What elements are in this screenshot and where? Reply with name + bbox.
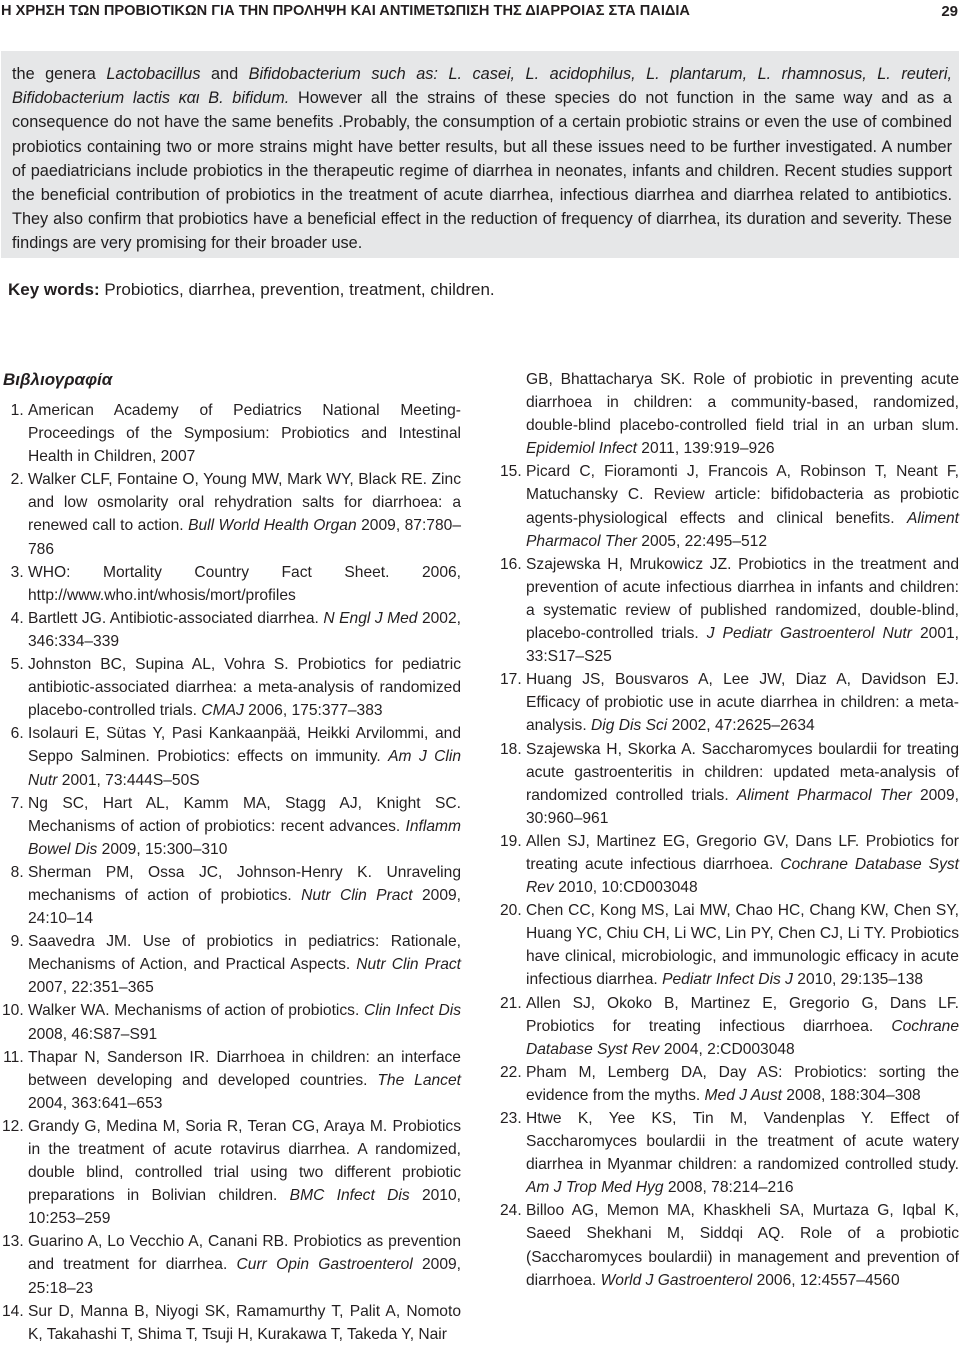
reference-text: Grandy G, Medina M, Soria R, Teran CG, Araya M. Probiotics in the treatment of acute rotavirus diarrhea. A randomized, double blind, controlled trial using two different probiotic preparations in Bolivian children.	[28, 1117, 461, 1205]
reference-details: 2008, 78:214–216	[663, 1179, 794, 1197]
reference-item	[498, 668, 959, 737]
reference-details: 2009, 25:18–23	[28, 1256, 462, 1297]
reference-journal: Aliment Pharmacol Ther	[736, 786, 912, 804]
reference-item	[0, 1300, 461, 1346]
reference-text: Walker CLF, Fontaine O, Young MW, Mark WY, Black RE. Zinc and low osmolarity oral rehydration salts for diarrhoea: a renewed call to action.	[28, 471, 461, 535]
reference-journal: Bull World Health Organ	[188, 517, 357, 535]
reference-journal: Med J Aust	[704, 1086, 782, 1104]
reference-item	[498, 1199, 959, 1291]
reference-journal: N Engl J Med	[323, 609, 418, 627]
reference-journal: The Lancet	[377, 1071, 461, 1089]
reference-details: 2008, 188:304–308	[781, 1086, 921, 1104]
reference-journal: Pediatr Infect Dis J	[662, 971, 793, 989]
reference-details: 2002, 346:334–339	[28, 609, 461, 650]
abstract-segment: However all the strains of these species do not function in the same way and as a consequence do not have the same benefits .Probably, the consumption of a certain probiotic strains or even the use of combined probiotics containing two or more strains might have better results, but all these issues need to be further investigated. A number of paediatricians include probiotics in the therapeutic regime of diarrhea in neonates, infants and children. Recent studies support the beneficial contribution of probiotics in the treatment of acute diarrhea, infectious diarrhea and diarrhea related to antibiotics. They also confirm that probiotics have a beneficial effect in the reduction of frequency of diarrhea, its duration and severity. These findings are very promising for their broader use.	[12, 89, 952, 253]
reference-list-left	[0, 399, 461, 1346]
keywords	[8, 278, 948, 302]
reference-text: Allen SJ, Martinez EG, Gregorio GV, Dans LF. Probiotics for treating acute infectious diarrhoea.	[526, 832, 959, 873]
reference-item	[0, 561, 461, 607]
reference-continuation	[498, 368, 959, 460]
reference-text: Sur D, Manna B, Niyogi SK, Ramamurthy T, Palit A, Nomoto K, Takahashi T, Shima T, Tsuji H, Kurakawa T, Takeda Y, Nair	[28, 1302, 461, 1343]
reference-journal: Curr Opin Gastroenterol	[236, 1256, 413, 1274]
reference-text: Billoo AG, Memon MA, Khaskheli SA, Murtaza G, Iqbal K, Saeed Shekhani M, Siddqi AQ. Role of a probiotic (Saccharomyces boulardii) in management and prevention of diarrhoea.	[526, 1202, 959, 1289]
reference-item	[498, 738, 959, 830]
reference-details: 2006, 175:377–383	[243, 702, 383, 720]
reference-item	[0, 653, 461, 722]
reference-text: Guarino A, Lo Vecchio A, Canani RB. Probiotics as prevention and treatment for diarrhea.	[28, 1233, 461, 1274]
reference-journal: BMC Infect Dis	[289, 1187, 410, 1205]
reference-number: 15.	[499, 463, 526, 481]
reference-journal: Nutr Clin Pract	[356, 956, 461, 974]
keywords-text: Probiotics, diarrhea, prevention, treatment, children.	[99, 280, 495, 299]
abstract-species: Bifidobacterium such as: L. casei, L. acidophilus, L. plantarum, L. rhamnosus, L. reuteri, Bifidobacterium lactis και B. bifidum.	[12, 65, 952, 108]
reference-text: Thapar N, Sanderson IR. Diarrhoea in children: an interface between developing and developed countries.	[28, 1048, 461, 1089]
reference-number: 21.	[499, 994, 526, 1012]
reference-text: Huang JS, Bousvaros A, Lee JW, Diaz A, Davidson EJ. Efficacy of probiotic use in acute diarrhea in children: a meta-analysis.	[526, 671, 959, 735]
reference-item	[0, 861, 461, 930]
reference-number: 23.	[499, 1110, 526, 1127]
reference-text: Chen CC, Kong MS, Lai MW, Chao HC, Chang KW, Chen SY, Huang YC, Chiu CH, Li WC, Lin PY, Chen CJ, Li TY. Probiotics have clinical, microbiologic, and immunologic efficacy in acute infectious diarrhea.	[526, 902, 959, 989]
reference-journal: Aliment Pharmacol Ther	[526, 509, 959, 550]
reference-number: 18.	[499, 740, 526, 758]
reference-item	[0, 1046, 461, 1115]
reference-text: Isolauri E, Sütas Y, Pasi Kankaanpää, Heikki Arvilommi, and Seppo Salminen. Probiotics: effects on immunity.	[28, 725, 461, 766]
reference-text: Pham M, Lemberg DA, Day AS: Probiotics: sorting the evidence from the myths.	[526, 1063, 959, 1104]
reference-text: WHO: Mortality Country Fact Sheet. 2006, http://www.who.int/whosis/mort/profiles	[28, 563, 461, 604]
running-title: Η ΧΡΗΣΗ ΤΩΝ ΠΡΟΒΙΟΤΙΚΩΝ ΓΙΑ ΤΗΝ ΠΡΟΛΗΨΗ ΚΑΙ ΑΝΤΙΜΕΤΩΠΙΣΗ ΤΗΣ ΔΙΑΡΡΟΙΑΣ ΣΤΑ ΠΑΙΔΙΑ	[1, 3, 690, 19]
reference-number: 5.	[10, 656, 28, 674]
reference-details: 2001, 33:S17–S25	[526, 625, 959, 666]
reference-journal: Clin Infect Dis	[364, 1002, 461, 1020]
reference-number: 22.	[499, 1063, 526, 1081]
reference-details: 2002, 47:2625–2634	[667, 717, 815, 735]
reference-item	[0, 607, 461, 653]
reference-journal: Epidemiol Infect	[526, 440, 637, 458]
reference-text: Johnston BC, Supina AL, Vohra S. Probiotics for pediatric antibiotic-associated diarrhea: a meta-analysis of randomized placebo-controlled trials.	[28, 656, 461, 720]
reference-details: 2009, 87:780–786	[28, 517, 461, 558]
reference-number: 13.	[1, 1233, 28, 1251]
reference-number: 3.	[10, 563, 28, 581]
reference-text: Walker WA. Mechanisms of action of probiotics.	[28, 1002, 365, 1020]
reference-number: 6.	[10, 725, 28, 743]
reference-details: 2010, 10:253–259	[28, 1187, 461, 1228]
reference-number: 8.	[10, 863, 28, 881]
reference-item	[498, 1061, 959, 1107]
reference-number: 11.	[3, 1048, 28, 1066]
abstract-genus: Lactobacillus	[106, 65, 201, 83]
reference-text: Ng SC, Hart AL, Kamm MA, Stagg AJ, Knight SC. Mechanisms of action of probiotics: recent advances.	[28, 794, 461, 835]
reference-details: 2004, 2:CD003048	[659, 1040, 795, 1058]
reference-text: Szajewska H, Mrukowicz JZ. Probiotics in the treatment and prevention of acute infectious diarrhea in infants and children: a systematic review of published randomized, double-blind, placebo-controlled trials.	[526, 555, 959, 643]
reference-journal: Cochrane Database Syst Rev	[526, 1017, 959, 1058]
reference-details: 2004, 363:641–653	[28, 1094, 163, 1112]
reference-text: GB, Bhattacharya SK. Role of probiotic in preventing acute diarrhoea in children: a community-based, randomized, double-blind placebo-controlled field trial in an urban slum.	[526, 371, 959, 435]
reference-journal: Am J Trop Med Hyg	[526, 1179, 664, 1197]
reference-text: Szajewska H, Skorka A. Saccharomyces boulardii for treating acute gastroenteritis in children: updated meta-analysis of randomized controlled trials.	[526, 740, 959, 804]
reference-number: 1.	[10, 402, 28, 419]
reference-item	[0, 930, 461, 999]
reference-text: Allen SJ, Okoko B, Martinez E, Gregorio G, Dans LF. Probiotics for treating infectious diarrhoea.	[526, 994, 959, 1035]
abstract-text	[12, 62, 952, 256]
reference-item	[498, 1107, 959, 1199]
reference-item	[498, 830, 959, 899]
reference-details: 2011, 139:919–926	[636, 440, 775, 458]
reference-item	[498, 553, 959, 668]
reference-details: 2009, 15:300–310	[97, 840, 228, 858]
reference-details: 2008, 46:S87–S91	[28, 1025, 158, 1043]
reference-text: Sherman PM, Ossa JC, Johnson-Henry K. Unraveling mechanisms of action of probiotics.	[28, 863, 461, 904]
reference-journal: Am J Clin Nutr	[28, 748, 461, 789]
reference-details: 2010, 29:135–138	[792, 971, 924, 989]
reference-journal: Inflamm Bowel Dis	[28, 817, 461, 858]
reference-item	[0, 792, 461, 861]
reference-number: 14.	[1, 1302, 28, 1320]
reference-number: 17.	[499, 671, 526, 689]
reference-item	[0, 399, 461, 468]
reference-item	[498, 992, 959, 1061]
reference-item	[0, 468, 461, 560]
reference-details: 2006, 12:4557–4560	[752, 1271, 900, 1289]
reference-details: 2005, 22:495–512	[636, 532, 768, 550]
page-number: 29	[941, 2, 958, 20]
reference-journal: J Pediatr Gastroenterol Nutr	[706, 625, 912, 643]
reference-journal: CMAJ	[201, 702, 244, 720]
reference-details: 2010, 10:CD003048	[553, 879, 698, 897]
bibliography-title: Βιβλιογραφία	[3, 370, 113, 389]
abstract-segment: and	[200, 65, 249, 83]
reference-item	[498, 899, 959, 991]
abstract-segment: the genera	[12, 65, 107, 83]
reference-number: 2.	[10, 471, 28, 489]
reference-journal: Cochrane Database Syst Rev	[526, 855, 960, 897]
reference-number: 20.	[499, 902, 526, 920]
reference-item	[0, 1115, 461, 1230]
reference-item	[0, 999, 461, 1045]
reference-details: 2001, 73:444S–50S	[57, 771, 200, 789]
reference-text: Bartlett JG. Antibiotic-associated diarrhea.	[28, 609, 324, 627]
reference-number: 9.	[10, 933, 28, 951]
reference-number: 16.	[499, 555, 526, 573]
reference-journal: World J Gastroenterol	[600, 1271, 753, 1289]
reference-number: 4.	[10, 609, 28, 627]
reference-number: 24.	[499, 1202, 526, 1220]
reference-number: 7.	[10, 794, 28, 812]
reference-details: 2009, 24:10–14	[28, 886, 461, 928]
reference-details: 2009, 30:960–961	[526, 786, 959, 827]
running-header	[0, 0, 960, 22]
keywords-label: Key words:	[8, 280, 100, 299]
reference-item	[0, 722, 461, 791]
reference-list-right	[498, 368, 959, 1292]
reference-details: 2007, 22:351–365	[28, 979, 154, 997]
reference-journal: Dig Dis Sci	[591, 717, 668, 735]
reference-number: 19.	[499, 832, 526, 850]
reference-text: American Academy of Pediatrics National Meeting-Proceedings of the Symposium: Probiotics and Intestinal Health in Children, 2007	[28, 402, 461, 466]
reference-number: 12.	[1, 1117, 28, 1135]
reference-text: Htwe K, Yee KS, Tin M, Vandenplas Y. Effect of Saccharomyces boulardii in the treatment of acute watery diarrhea in Myanmar children: a randomized controlled study.	[526, 1110, 959, 1174]
reference-journal: Nutr Clin Pract	[301, 886, 413, 904]
reference-text: Picard C, Fioramonti J, Francois A, Robinson T, Neant F, Matuchansky C. Review article: bifidobacteria as probiotic agents-physiological effects and clinical benefits.	[526, 463, 959, 527]
reference-item	[498, 460, 959, 552]
reference-item	[0, 1230, 461, 1299]
reference-number: 10.	[1, 1002, 28, 1020]
reference-text: Saavedra JM. Use of probiotics in pediatrics: Rationale, Mechanisms of Action, and Practical Aspects.	[28, 933, 461, 974]
